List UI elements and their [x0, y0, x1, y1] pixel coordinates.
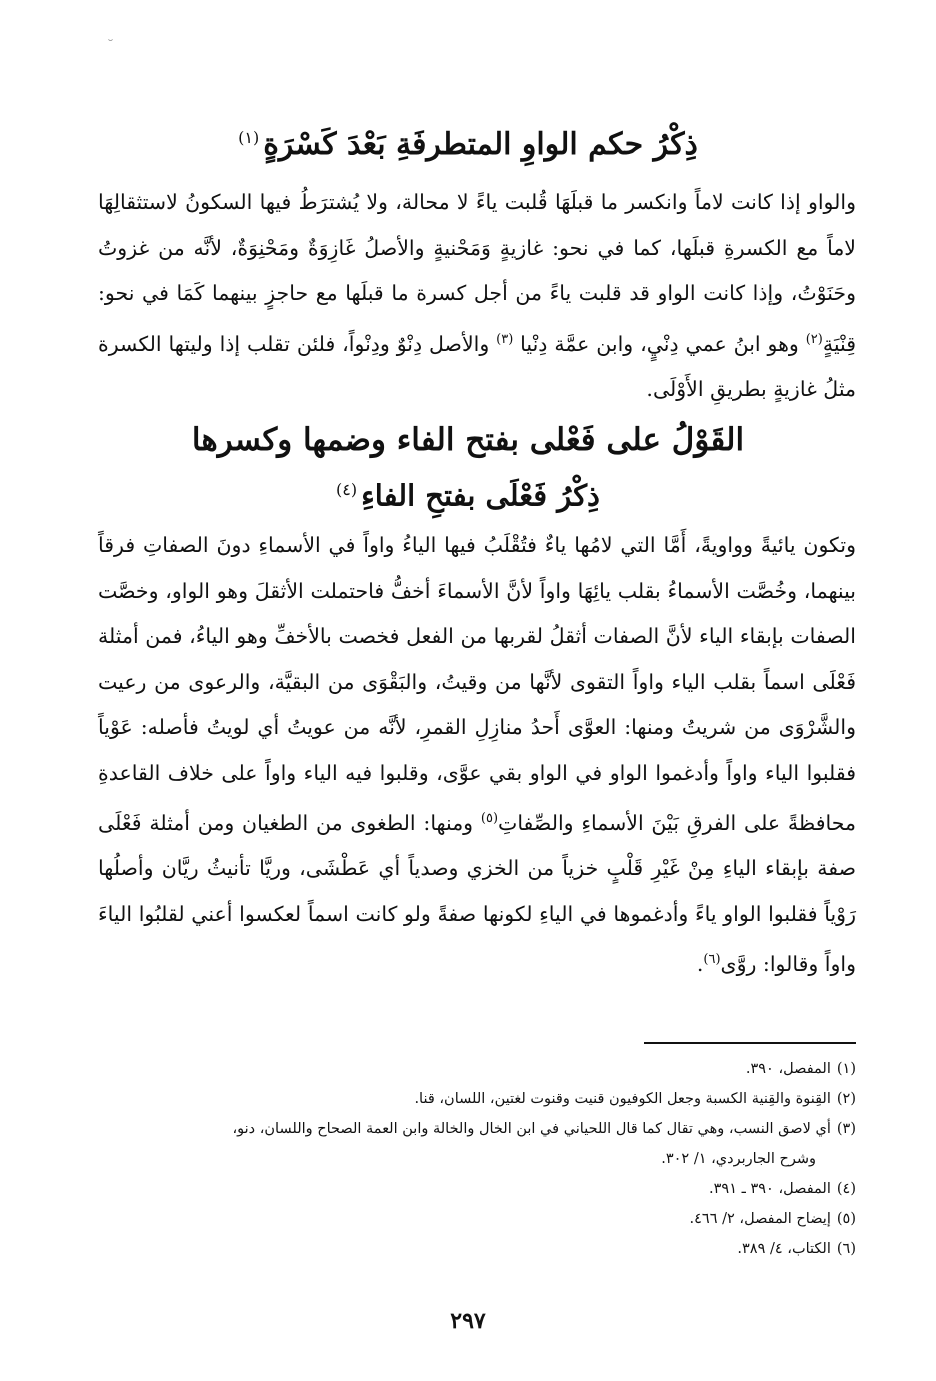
text-line: السكونُ لاستثقالِهَا لاماً مع الكسرةِ قبلَها، كما في نحو: غازيةٍ وَمَحْنيةٍ والأصلُ غَازِوَةٌ	[98, 190, 856, 260]
footnote-item	[98, 1204, 856, 1234]
section-heading-waw-text: ذِكْرُ حكم الواوِ المتطرفَةِ بَعْدَ كَسْرَةٍ	[263, 127, 698, 162]
text-line: الياءَ واواً وقالوا: روَّى	[98, 901, 856, 977]
footnote-ref-6: (٦)	[703, 952, 721, 968]
footnote-continuation: وشرح الجاربردي، ١/ ٣٠٢.	[661, 1151, 816, 1167]
footnotes	[98, 1054, 856, 1264]
section-heading-fala-fath	[100, 470, 836, 516]
paragraph-waw-rule	[98, 180, 856, 412]
footnote-text: إيضاح المفصل، ٢/ ٤٦٦.	[689, 1211, 831, 1227]
corner-mark: ˘	[107, 38, 114, 54]
text-line: الأثقلَ وهو الواو، وخصَّت الصفات بإبقاء الياء لأنَّ الصفات أثقلُ لقربها من الفعل	[98, 578, 856, 648]
chapter-heading-fala: القَوْلُ على فَعْلى بفتح الفاء وضمها وكسرها	[191, 422, 745, 458]
footnote-text: الكتاب، ٤/ ٣٨٩.	[737, 1241, 831, 1257]
footnote-number: (٢)	[836, 1091, 856, 1107]
text-line: بَيْنَ الأسماءِ والصِّفاتِ	[498, 810, 679, 835]
footnote-text: أي لاصق النسب، وهي تقال كما قال اللحياني في ابن الخال والخالة وابن العمة الصحاح واللسان، دنو،	[232, 1121, 831, 1137]
footnote-number: (٦)	[836, 1241, 856, 1257]
text-line: الياءِ مِنْ غَيْرِ قَلْبٍ خزياً من الخزي وصدياً أي عَطْشَى، وريَّا تأنيثُ ريَّان وأصلُها رَوْياً	[98, 856, 856, 926]
text-line: وهو ابنُ عمي دِنْيٍ، وابن عمَّة دِنْيا	[513, 331, 806, 356]
page-number: ٢٩٧	[450, 1308, 486, 1334]
footnote-item	[98, 1054, 856, 1084]
text-line: .	[696, 952, 704, 977]
footnote-item	[98, 1114, 856, 1144]
footnote-divider	[644, 1042, 856, 1044]
footnote-number: (٤)	[836, 1181, 856, 1197]
section-heading-fala-fath-text: ذِكْرُ فَعْلَى بفتحِ الفاءِ	[361, 478, 600, 513]
text-line: والأصل دِنْوٌ ودِنْواً، فلئن تقلب إذا وليتها الكسرة مثلُ غازيةٍ بطريقِ الأَوْلَى.	[98, 331, 856, 401]
text-line: فقلبوا الواو ياءً وأدغموها في الياءِ لكونها صفةً ولو كانت اسماً لعكسوا أعني لقلبُوا	[138, 901, 818, 926]
footnote-text: القِنوة والقِنية الكسبة وجعل الكوفيون قنيت وقنوت لغتين، اللسان، قنا.	[414, 1091, 831, 1107]
text-line: الصفاتِ فرقاً بينهما، وخُصَّت الأسماءُ بقلب يائِهَا واواً لأنَّ الأسماءَ أخفُّ فاحتملت	[98, 533, 856, 603]
paragraph-fala	[98, 523, 856, 988]
footnote-text: المفصل، ٣٩٠.	[745, 1061, 831, 1077]
footnote-number: (١)	[836, 1061, 856, 1077]
text-line: الواو في الواو بقي عوَّى، وقلبوا فيه الياء واواً على خلاف القاعدةِ محافظةً على الفرقِ	[98, 760, 856, 835]
text-line: وقيتُ، والبَقْوَى من البقيَّة، والرعوى من رعيت والشَّرْوَى من شريتُ ومنها: العوَّى	[98, 669, 857, 739]
text-line: قبلَها مع حاجزٍ بينهما كَمَا في نحو: قِنْيَةٍ	[98, 281, 856, 356]
footnote-ref-1: (١)	[238, 128, 260, 147]
footnote-item	[98, 1234, 856, 1264]
text-line: ومنها: الطغوى من الطغيان ومن أمثلة فَعْلَى صفة بإبقاء	[98, 810, 856, 881]
text-line: فخصت بالأخفِّ وهو الياءُ، فمن أمثلة فَعْلَى اسماً بقلب الياء واواً التقوى لأنَّها من	[98, 624, 856, 694]
footnote-item	[98, 1084, 856, 1114]
text-line: ومَحْنِوَةٌ، لأنَّه من غزوتُ وحَنَوْتُ، وإذا كانت الواو قد قلبت ياءً من أجل كسرة ما	[98, 235, 856, 305]
footnote-text: المفصل، ٣٩٠ ـ ٣٩١.	[709, 1181, 831, 1197]
text-line: والواو إذا كانت لاماً وانكسر ما قبلَهَا قُلبت ياءً لا محالة، ولا يُشترَطُ فيها	[259, 190, 856, 214]
footnote-ref-5: (٥)	[480, 811, 499, 826]
footnote-number: (٣)	[836, 1121, 856, 1137]
footnote-ref-2: (٢)	[805, 331, 823, 347]
section-heading-waw	[100, 118, 836, 165]
footnote-ref-3: (٣)	[496, 331, 514, 347]
footnote-number: (٥)	[836, 1211, 856, 1227]
footnote-item	[98, 1174, 856, 1204]
footnote-ref-4: (٤)	[336, 480, 358, 499]
text-line: وتكون يائيةً وواويةً، أَمَّا التي لامُها ياءٌ فتُقْلَبُ فيها الياءُ واواً في الأسماءِ دونَ	[216, 533, 856, 557]
text-line: أَحدُ منازِلِ القمرِ، لأنَّه من عويتُ أي لويتُ فأصله: عَوْياً فقلبوا الياء واواً وأدغموا	[98, 715, 857, 785]
